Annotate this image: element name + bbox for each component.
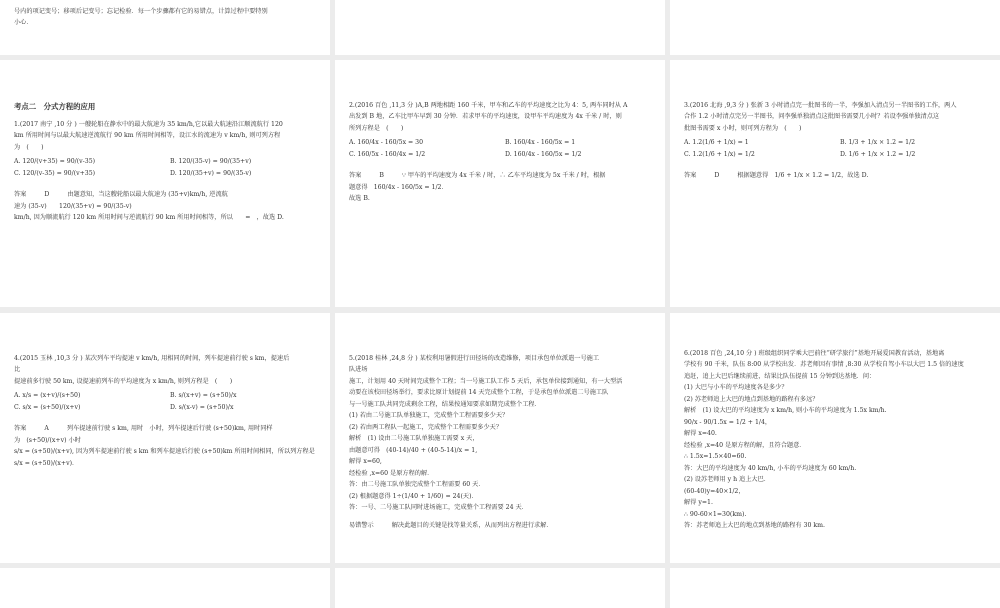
solution-line: 解得 x=60, (349, 458, 382, 466)
question-line: (1) 若由二号施工队单独施工，完成整个工程需要多少天？ (349, 412, 509, 420)
question-line: 提速前多行驶 50 km, 设提速前列车的平均速度为 x km/h, 则列方程是 ( ) (14, 377, 233, 385)
page-question-2 (335, 60, 665, 307)
section-title: 考点二 分式方程的应用 (14, 102, 96, 111)
question-line: 1.(2017 南宁 ,10 分 ) 一艘轮船在静水中的最大航速为 35 km/h,它以最大航速沿江顺流航行 120 (14, 120, 283, 128)
question-line: 比 (14, 366, 21, 374)
question-line: 4.(2015 玉林 ,10,3 分 ) 某次列车平均提速 v km/h, 用相同的时间，列车提速前行驶 s km，提速后 (14, 355, 290, 362)
question-line: (2) 若由两工程队一起施工，完成整个工程需要多少天？ (349, 423, 503, 431)
option-b: B. s/(x+v) = (s+50)/x (170, 392, 237, 400)
page-bottom-left (0, 568, 330, 608)
tip-text: 解决此题目的关键是找等量关系，从而列出方程进行求解． (391, 521, 553, 529)
solution-line: s/x = (s+50)/(x+v), 因为列车提速前行驶 s km 和列车提速后行驶 (s+50)km 所用时间相同，所以列方程是 (14, 448, 315, 456)
solution-line: 解得 y=1. (684, 499, 713, 507)
answer-value: D (714, 172, 720, 180)
solution-line: 90/x - 90/1.5x = 1/2 + 1/4， (684, 418, 772, 426)
solution-line: 根据题意得 1/6 + 1/x × 1.2 = 1/2，故选 D. (737, 172, 869, 180)
option-d: D. 1/6 + 1/x × 1.2 = 1/2 (840, 150, 916, 158)
question-line: km 所用时间与以最大航速逆流航行 90 km 所用时间相等，设江水的流速为 v km/h, 则可列方程 (14, 132, 281, 140)
page-top-right (670, 0, 1000, 55)
page-top-middle (335, 0, 665, 55)
question-line: (2) 苏老师追上大巴的地点到基地的路程有多远？ (684, 395, 819, 403)
answer-label: 答案 (14, 191, 27, 199)
page-question-3 (670, 60, 1000, 307)
page-bottom-middle (335, 568, 665, 608)
options (14, 156, 316, 179)
solution-line: ∴ 1.5x=1.5×40=60. (684, 453, 747, 461)
solution-line: s/x = (s+50)/(x+v)． (14, 459, 79, 467)
solution-line: 经检验 ,x=40 是原方程的解，且符合题意． (684, 441, 806, 449)
solution-line: 为 (s+50)/(x+v) 小时 (14, 436, 81, 444)
options (14, 390, 316, 413)
text-line: 号内的项记变号；移项后记变号；忘记检验．每一个步骤都有它的易错点，计算过程中要特别 (14, 8, 268, 15)
option-c: C. s/x = (s+50)/(x+v) (14, 403, 81, 411)
solution-line: 经检验 ,x=60 是原方程的解． (349, 469, 434, 477)
question-line: 批图书需要 x 小时，则可列方程为 ( ) (684, 124, 802, 132)
solution-line: 答：苏老师追上大巴的地点到基地的路程有 30 km. (684, 522, 825, 530)
question-line: 动要在该校田径场举行，要求比原计划提前 14 天完成整个工程，于是承包单位派遣二号施工队 (349, 389, 609, 397)
option-b: B. 160/4x - 160/5x = 1 (505, 139, 576, 147)
solution-line: 由题意可得 (40-14)/40 + (40-5-14)/x = 1, (349, 446, 478, 454)
option-c: C. 120/(v-35) = 90/(v+35) (14, 169, 96, 177)
solution-line: 列车提速前行驶 s km, 用时 小时，列车提速后行驶 (s+50)km, 用时同样 (66, 425, 273, 433)
page-question-1 (0, 60, 330, 307)
option-c: C. 1.2(1/6 + 1/x) = 1/2 (684, 150, 755, 158)
option-a: A. 160/4x - 160/5x = 30 (349, 139, 424, 147)
tip-line (349, 520, 651, 531)
option-b: B. 120/(35-v) = 90/(35+v) (170, 158, 252, 166)
options (684, 137, 986, 160)
answer-line (349, 170, 651, 181)
solution-line: (2) 设苏老师用 y h 追上大巴． (684, 476, 770, 484)
option-a: A. 120/(v+35) = 90/(v-35) (14, 158, 96, 166)
solution-line: 答：大巴的平均速度为 40 km/h, 小车的平均速度为 60 km/h. (684, 464, 857, 472)
text-line: 小心． (14, 19, 33, 27)
answer-value: B (379, 172, 384, 180)
answer-label: 答案 (14, 425, 27, 433)
option-d: D. 120/(35+v) = 90/(35-v) (170, 169, 252, 177)
solution-line: 解析 (1) 设大巴的平均速度为 x km/h, 则小车的平均速度为 1.5x km/h. (684, 407, 887, 415)
page-bottom-right (670, 568, 1000, 608)
question-line: 施工，计划用 40 天时间完成整个工程；当一号施工队工作 5 天后，承包单位接到通知，有一大型活 (349, 377, 623, 385)
option-c: C. 160/5x - 160/4x = 1/2 (349, 150, 426, 158)
page-question-6 (670, 313, 1000, 563)
answer-value: D (44, 191, 50, 199)
solution-line: 答：由二号施工队单独完成整个工程需要 60 天． (349, 481, 485, 489)
answer-label: 答案 (349, 172, 362, 180)
question-line: 合作 1.2 小时清点完另一半图书，问李强单独清点这批图书需要几小时？若设李强单独清点这 (684, 113, 940, 121)
question-line: 3.(2016 北海 ,9,3 分 ) 张新 3 小时清点完一批图书的一半，李强加入清点另一半图书的工作，两人 (684, 102, 957, 109)
answer-label: 答案 (684, 172, 697, 180)
answer-line (684, 170, 986, 181)
question-line: 所列方程是 ( ) (349, 124, 404, 132)
option-d: D. 160/4x - 160/5x = 1/2 (505, 150, 582, 158)
question-line: 队进场 (349, 366, 368, 374)
solution-line: 解析 (1) 设由二号施工队单独施工需要 x 天， (349, 435, 479, 443)
page-question-4 (0, 313, 330, 563)
solution-line: km/h, 因为顺流航行 120 km 所用时间与逆流航行 90 km 所用时间相等，所以 = ，故选 D. (14, 213, 284, 221)
solution-line: 由题意知，当这艘轮船以最大航速为 (35+v)km/h, 逆流航 (67, 191, 228, 199)
page-question-5 (335, 313, 665, 563)
tip-label: 易错警示 (349, 521, 374, 529)
option-a: A. 1.2(1/6 + 1/x) = 1 (684, 139, 749, 147)
answer-value: A (44, 425, 49, 433)
question-line: 追赶，追上大巴后继续前进，结果比队伍提前 15 分钟到达基地．问： (684, 372, 876, 380)
question-line: (1) 大巴与小车的平均速度各是多少？ (684, 384, 788, 392)
solution-line: 解得 x=40. (684, 430, 717, 438)
solution-line: 故选 B. (349, 195, 370, 203)
question-line: 为 ( ) (14, 143, 44, 151)
question-line: 2.(2016 百色 ,11,3 分 )A,B 两地相距 160 千米，甲车和乙车的平均速度之比为 4：5, 两车同时从 A (349, 102, 628, 109)
option-d: D. s/(x-v) = (s+50)/x (170, 403, 234, 411)
answer-line (14, 423, 316, 434)
question-line: 6.(2018 百色 ,24,10 分 ) 班级组织同学乘大巴前往“研学旅行”基地开展爱国教育活动，基地离 (684, 350, 945, 357)
solution-line: ∴ 90-60×1=30(km). (684, 510, 747, 518)
options (349, 137, 651, 160)
option-b: B. 1/3 + 1/x × 1.2 = 1/2 (840, 139, 916, 147)
question-line: 与一号施工队共同完成剩余工程，结果按通知要求如期完成整个工程． (349, 400, 541, 408)
solution-line: 题意得 160/4x - 160/5x = 1/2． (349, 183, 448, 191)
solution-line: 速为 (35-v) 120/(35+v) = 90/(35-v) (14, 202, 132, 210)
question-line: 5.(2018 桂林 ,24,8 分 ) 某校利用暑假进行田径场的改造维修，项目承包单位派遣一号施工 (349, 355, 600, 362)
option-a: A. x/s = (x+v)/(s+50) (14, 392, 81, 400)
answer-line (14, 189, 316, 200)
solution-line: (2) 根据题意得 1÷(1/40 + 1/60) = 24(天)． (349, 492, 478, 500)
solution-line: ∵ 甲车的平均速度为 4x 千米 / 时，∴ 乙车平均速度为 5x 千米 / 时，根据 (401, 172, 606, 180)
solution-line: 答：一号、二号施工队同时进场施工，完成整个工程需要 24 天． (349, 504, 528, 512)
page-top-left (0, 0, 330, 55)
question-line: 出发到 B 地，乙车比甲车早到 30 分钟．若求甲车的平均速度，设甲车平均速度为 4x 千米 / 时，则 (349, 113, 622, 121)
question-line: 学校有 90 千米，队伍 8:00 从学校出发．苏老师因有事情 ,8:30 从学校自驾小车以大巴 1.5 倍的速度 (684, 361, 964, 369)
solution-line: (60-40)y=40×1/2， (684, 487, 745, 495)
